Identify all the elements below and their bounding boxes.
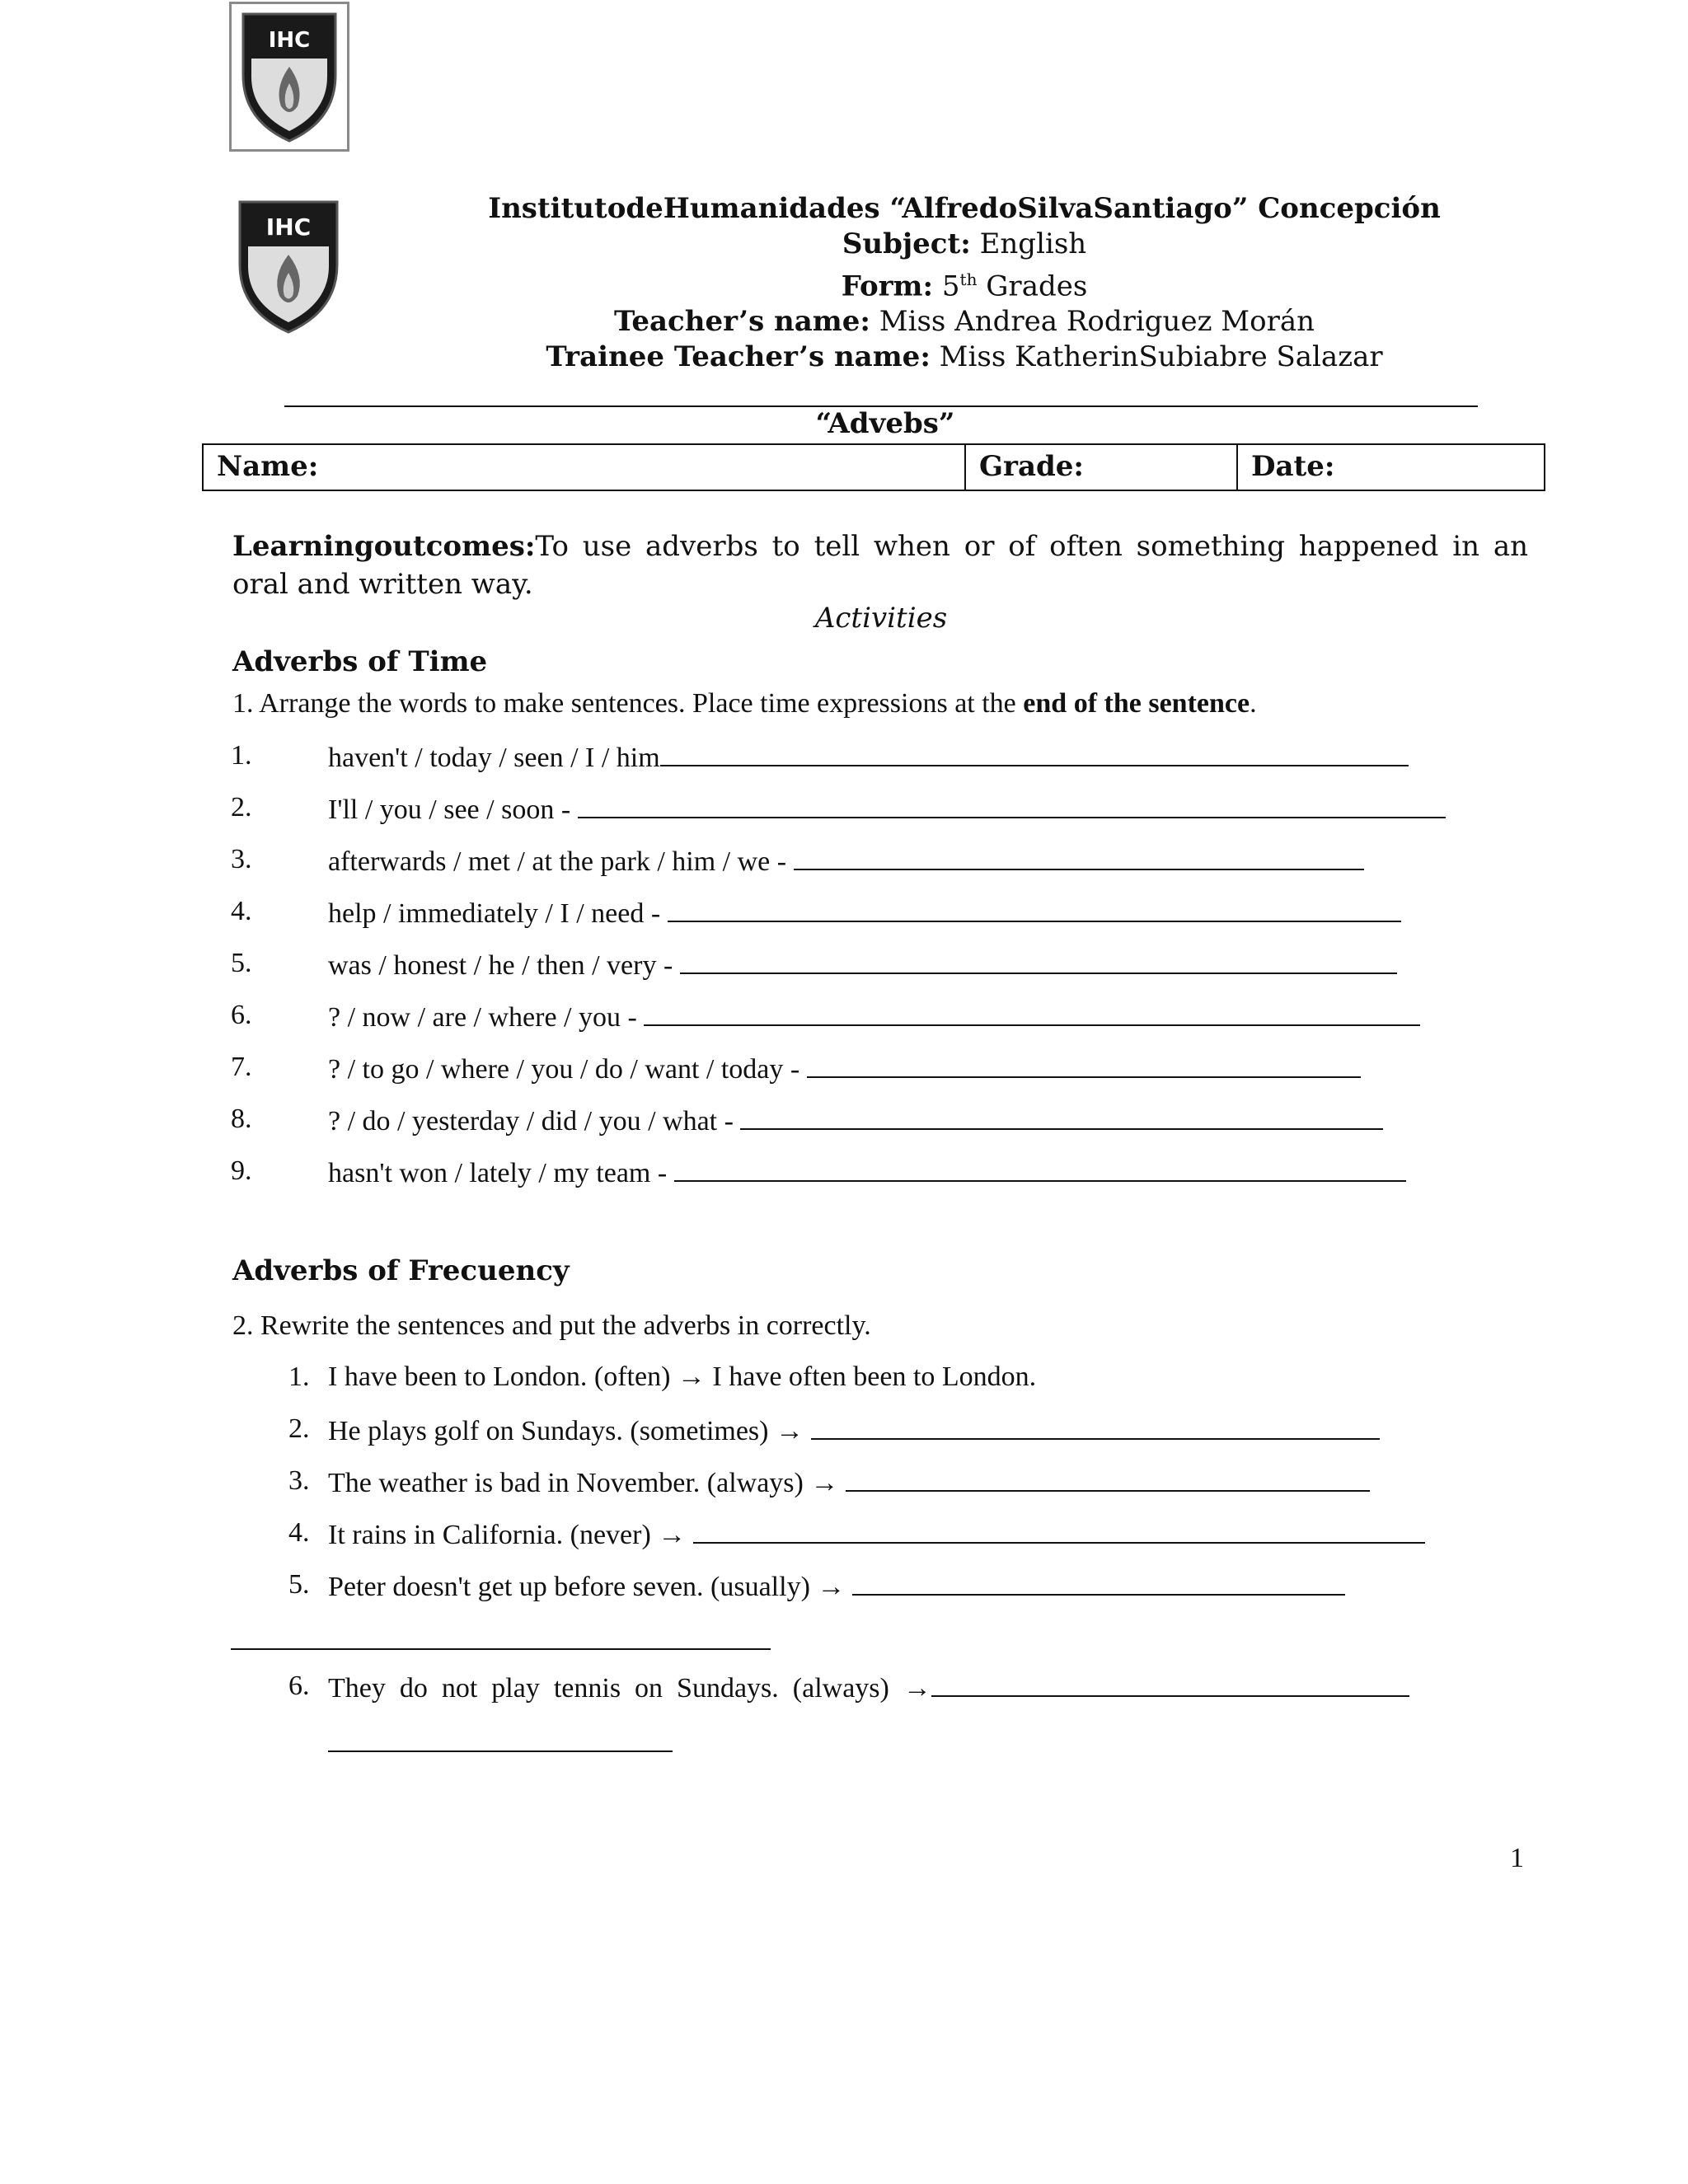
answer-blank-continuation[interactable] (328, 1750, 673, 1752)
worksheet-title: “Advebs” (815, 407, 955, 440)
student-info-table (202, 443, 1545, 491)
answer-blank[interactable] (811, 1413, 1380, 1440)
name-field[interactable]: Name: (204, 445, 966, 490)
institution-name: InstitutodeHumanidades “AlfredoSilvaSantiago” Concepción (488, 192, 1441, 225)
subject-line: Subject: English (842, 227, 1087, 260)
answer-blank[interactable] (660, 740, 1409, 766)
answer-blank[interactable] (674, 1155, 1406, 1182)
form-line: Form: 5th Grades (841, 269, 1088, 303)
time-section-heading: Adverbs of Time (232, 645, 488, 678)
svg-text:IHC: IHC (265, 213, 312, 241)
page-number: 1 (1510, 1843, 1524, 1873)
answer-blank[interactable] (668, 896, 1401, 922)
answer-blank[interactable] (693, 1517, 1425, 1544)
answer-blank[interactable] (740, 1104, 1383, 1130)
school-logo-top (229, 2, 349, 152)
answer-blank[interactable] (680, 948, 1397, 974)
svg-text:IHC: IHC (268, 28, 311, 53)
answer-blank[interactable] (794, 844, 1364, 870)
answer-blank[interactable] (852, 1569, 1345, 1596)
answer-blank[interactable] (644, 1000, 1420, 1026)
activities-heading: Activities (814, 602, 948, 635)
grade-field[interactable]: Grade: (966, 445, 1238, 490)
frequency-section-heading: Adverbs of Frecuency (232, 1254, 570, 1287)
school-logo (235, 195, 342, 335)
answer-blank-continuation[interactable] (231, 1648, 771, 1650)
trainee-line: Trainee Teacher’s name: Miss KatherinSubiabre Salazar (546, 340, 1383, 374)
learning-outcomes: Learningoutcomes:To use adverbs to tell when or of often something happened in an oral and written way. (232, 530, 1528, 601)
answer-blank[interactable] (846, 1465, 1370, 1492)
time-instruction: 1. Arrange the words to make sentences. Place time expressions at the end of the sentence. (232, 688, 1257, 719)
teacher-line: Teacher’s name: Miss Andrea Rodriguez Morán (613, 305, 1315, 339)
answer-blank[interactable] (931, 1671, 1409, 1697)
frequency-instruction: 2. Rewrite the sentences and put the adverbs in correctly. (232, 1310, 871, 1341)
document-header (462, 191, 1467, 375)
answer-blank[interactable] (578, 792, 1446, 818)
date-field[interactable]: Date: (1251, 450, 1335, 483)
answer-blank[interactable] (807, 1052, 1361, 1078)
